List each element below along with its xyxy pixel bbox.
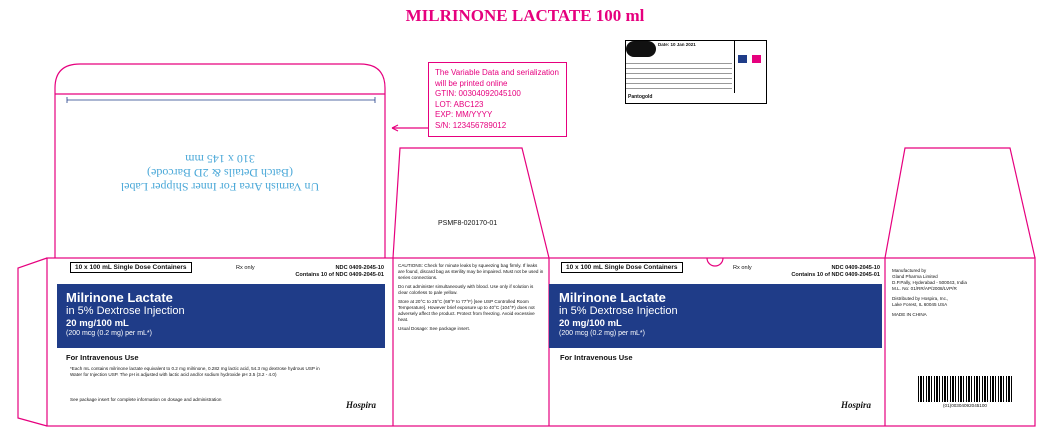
varnish-line-3: 310 x 145 mm bbox=[185, 152, 255, 166]
varnish-line-1: Un Varnish Area For Inner Shipper Label bbox=[120, 180, 320, 194]
end-panel-text bbox=[892, 268, 1032, 318]
approval-colors bbox=[734, 41, 766, 93]
origin-text: MADE IN CHINA bbox=[892, 312, 927, 317]
right-flap-outline bbox=[885, 148, 1035, 258]
barcode-text: (01)00304092045100 bbox=[943, 403, 987, 408]
back-ndc bbox=[744, 265, 880, 279]
back-ndc-1: NDC 0409-2045-10 bbox=[831, 265, 880, 271]
approval-date: Date: 10 Jan 2021 bbox=[658, 42, 696, 47]
mfr-line-1: Manufactured by bbox=[892, 268, 927, 273]
back-drug-name: Milrinone Lactate bbox=[559, 290, 666, 305]
approval-grid bbox=[626, 59, 732, 93]
back-hospira-logo: Hospira bbox=[841, 400, 872, 410]
front-ndc-1: NDC 0409-2045-10 bbox=[335, 265, 384, 271]
back-box-label: 10 x 100 mL Single Dose Containers bbox=[561, 262, 683, 273]
front-ndc bbox=[250, 265, 384, 279]
back-diluent: in 5% Dextrose Injection bbox=[559, 305, 678, 317]
front-rx-only: Rx only bbox=[236, 265, 255, 271]
gtin-text: GTIN: 00304092045100 bbox=[435, 89, 521, 98]
glue-flap-outline bbox=[18, 258, 47, 426]
approval-logo bbox=[626, 41, 656, 57]
variable-note-2: will be printed online bbox=[435, 78, 508, 88]
approval-box bbox=[625, 40, 767, 104]
front-route: For Intravenous Use bbox=[66, 353, 139, 362]
back-rx-only: Rx only bbox=[733, 265, 752, 271]
side-storage: Store at 20°C to 25°C (68°F to 77°F) [see USP Controlled Room Temperature]. However brief exposure up to 40°C (104°F) does not adversely affect the product. Protect from freezing. Avoid excessive heat. bbox=[398, 299, 535, 322]
mfr-line-4: M.L. No: 01/RR/AP/2008/LVP/R bbox=[892, 286, 957, 291]
front-insert-note: See package insert for complete information on dosage and administration bbox=[70, 397, 222, 402]
variable-data-box bbox=[428, 62, 567, 137]
exp-text: EXP: MM/YYYY bbox=[435, 110, 493, 119]
varnish-line-2: (Batch Details & 2D Barcode) bbox=[147, 166, 293, 180]
front-strength-detail: (200 mcg (0.2 mg) per mL*) bbox=[66, 330, 152, 337]
side-dosage: Usual Dosage: See package insert. bbox=[398, 326, 471, 331]
side-blood: Do not administer simultaneously with blood. Use only if solution is clear colorless to pale yellow. bbox=[398, 284, 534, 295]
front-box-label: 10 x 100 mL Single Dose Containers bbox=[70, 262, 192, 273]
front-footnote: *Each mL contains milrinone lactate equivalent to 0.2 mg milrinone, 0.282 mg lactic acid, 54.3 mg dextrose hydrous USP in Water for Injection USP. The pH is adjusted with lactic acid and/or sodium hydroxide pH 3.5 (3.2 - 4.0) bbox=[70, 366, 320, 377]
thumb-notch bbox=[707, 258, 723, 266]
approval-brand: Pantogold bbox=[628, 94, 653, 100]
tuck-flap-code: PSMF8-020170-01 bbox=[438, 220, 498, 227]
front-diluent: in 5% Dextrose Injection bbox=[66, 305, 185, 317]
front-strength: 20 mg/100 mL bbox=[66, 318, 129, 329]
document-title: MILRINONE LACTATE 100 ml bbox=[405, 6, 645, 25]
front-blue-band bbox=[57, 284, 385, 348]
front-ndc-2: Contains 10 of NDC 0409-2045-01 bbox=[295, 272, 384, 278]
front-drug-name: Milrinone Lactate bbox=[66, 290, 173, 305]
back-blue-band bbox=[549, 284, 882, 348]
back-strength-detail: (200 mcg (0.2 mg) per mL*) bbox=[559, 330, 645, 337]
serial-text: S/N: 123456789012 bbox=[435, 120, 507, 130]
back-strength: 20 mg/100 mL bbox=[559, 318, 622, 329]
back-ndc-2: Contains 10 of NDC 0409-2045-01 bbox=[791, 272, 880, 278]
lot-text: LOT: ABC123 bbox=[435, 99, 484, 109]
side-cautions: CAUTIONS: Check for minute leaks by squeezing bag firmly. If leaks are found, discard bag as sterility may be impaired. Must not be used in series connections. bbox=[398, 263, 544, 280]
mfr-line-2: Gland Pharma Limited bbox=[892, 274, 938, 279]
dist-line-2: Lake Forest, IL 60045 USA bbox=[892, 302, 948, 307]
mfr-line-3: D.P.Pally, Hyderabad - 500043, India bbox=[892, 280, 967, 285]
variable-note-1: The Variable Data and serialization bbox=[435, 68, 559, 77]
back-route: For Intravenous Use bbox=[560, 353, 633, 362]
front-hospira-logo: Hospira bbox=[346, 400, 377, 410]
varnish-area-text bbox=[120, 152, 320, 194]
tuck-flap-outline bbox=[393, 148, 549, 258]
side-warnings bbox=[398, 263, 544, 332]
gs1-barcode bbox=[918, 376, 1012, 402]
dist-line-1: Distributed by Hospira, Inc., bbox=[892, 296, 949, 301]
